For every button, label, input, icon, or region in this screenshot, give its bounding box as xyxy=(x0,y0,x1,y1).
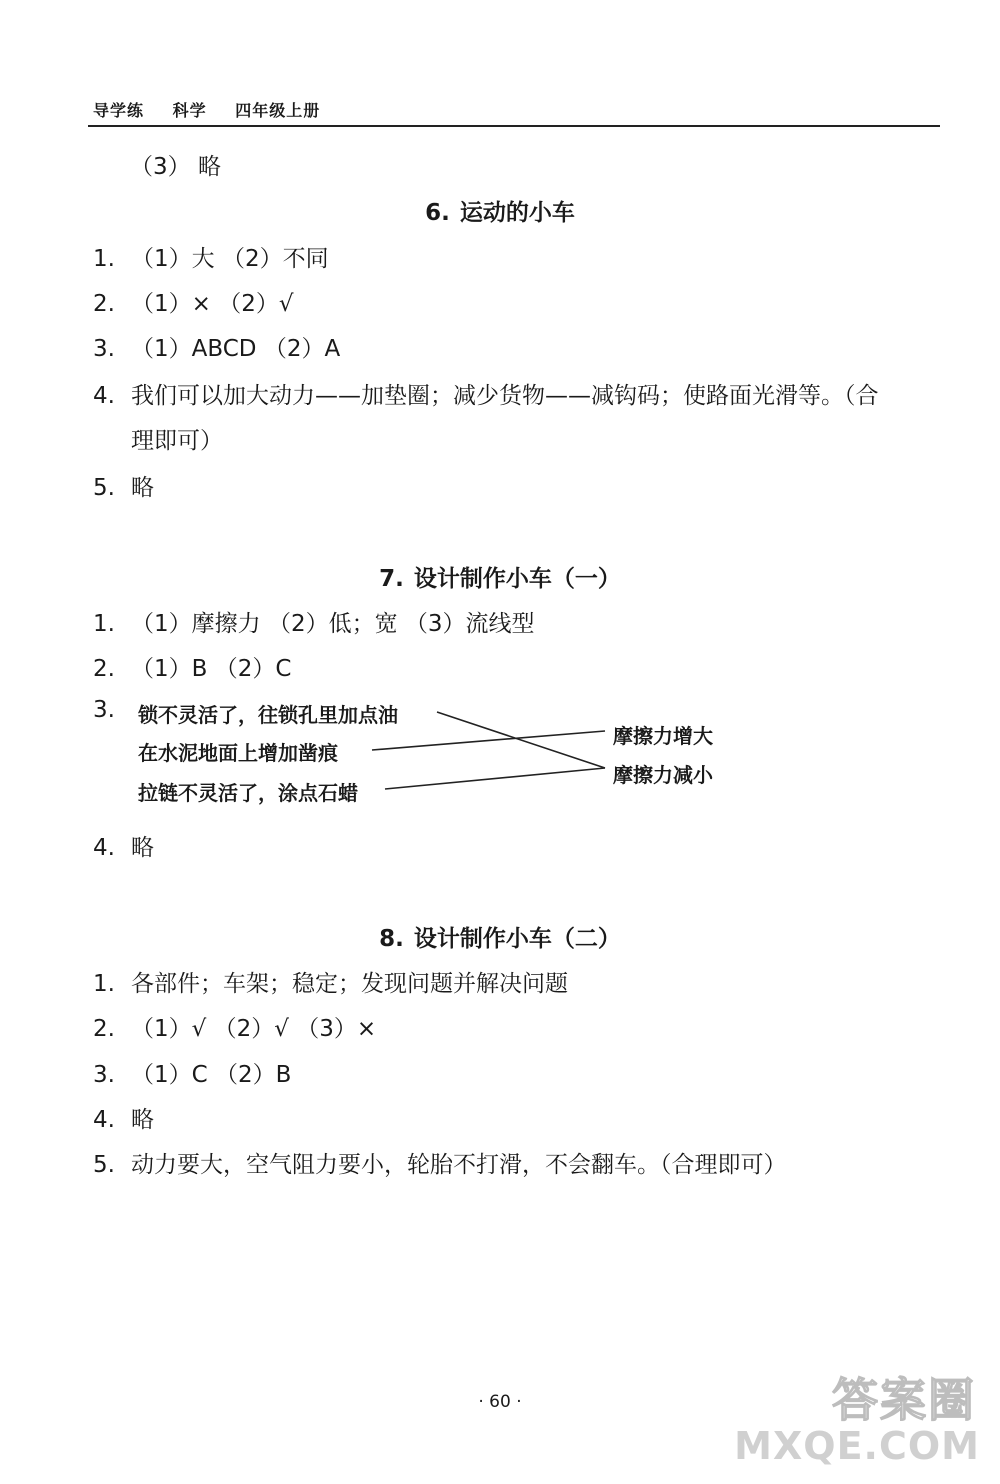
header-book: 导学练 xyxy=(93,101,145,120)
match-right-2: 摩擦力减小 xyxy=(613,763,713,787)
s6-item-1: 1. （1）大 （2）不同 xyxy=(93,246,329,272)
s7-item-3: 3. xyxy=(93,697,115,723)
s7-item-4: 4. 略 xyxy=(93,835,154,861)
header-subject: 科学 xyxy=(172,101,207,120)
connector-line-1 xyxy=(437,712,605,768)
s8-item-1: 1. 各部件；车架；稳定；发现问题并解决问题 xyxy=(93,971,568,997)
s8-item-4: 4. 略 xyxy=(93,1107,154,1133)
watermark-cn: 答案圈 xyxy=(832,1373,976,1427)
match-left-1: 锁不灵活了，往锁孔里加点油 xyxy=(138,703,398,727)
watermark-en: MXQE.COM xyxy=(734,1424,980,1468)
connector-line-3 xyxy=(385,768,605,789)
s6-item-3: 3. （1）ABCD （2）A xyxy=(93,336,341,362)
s6-item-5: 5. 略 xyxy=(93,475,154,501)
s7-item-2: 2. （1）B （2）C xyxy=(93,656,292,682)
header-grade: 四年级上册 xyxy=(235,101,321,120)
connector-line-2 xyxy=(372,731,605,750)
match-left-3: 拉链不灵活了，涂点石蜡 xyxy=(138,781,358,805)
s8-item-5: 5. 动力要大，空气阻力要小，轮胎不打滑，不会翻车。（合理即可） xyxy=(93,1152,787,1178)
section-7-title: 7. 设计制作小车（一） xyxy=(379,566,621,592)
page-number: · 60 · xyxy=(478,1392,522,1412)
s8-item-3: 3. （1）C （2）B xyxy=(93,1062,292,1088)
s8-item-2: 2. （1）√ （2）√ （3）× xyxy=(93,1016,377,1042)
intro-line: （3） 略 xyxy=(130,154,221,180)
section-8-title: 8. 设计制作小车（二） xyxy=(379,926,621,952)
s6-item-4: 4. 我们可以加大动力——加垫圈；减少货物——减钩码；使路面光滑等。（合 xyxy=(93,383,879,409)
s6-item-2: 2. （1）× （2）√ xyxy=(93,291,294,317)
section-6-title: 6. 运动的小车 xyxy=(425,200,575,226)
watermark-logo xyxy=(734,1364,986,1476)
s6-item-4-continuation: 理即可） xyxy=(131,428,223,454)
match-right-1: 摩擦力增大 xyxy=(613,724,713,748)
match-left-2: 在水泥地面上增加凿痕 xyxy=(138,741,338,765)
s7-item-1: 1. （1）摩擦力 （2）低；宽 （3）流线型 xyxy=(93,611,535,637)
